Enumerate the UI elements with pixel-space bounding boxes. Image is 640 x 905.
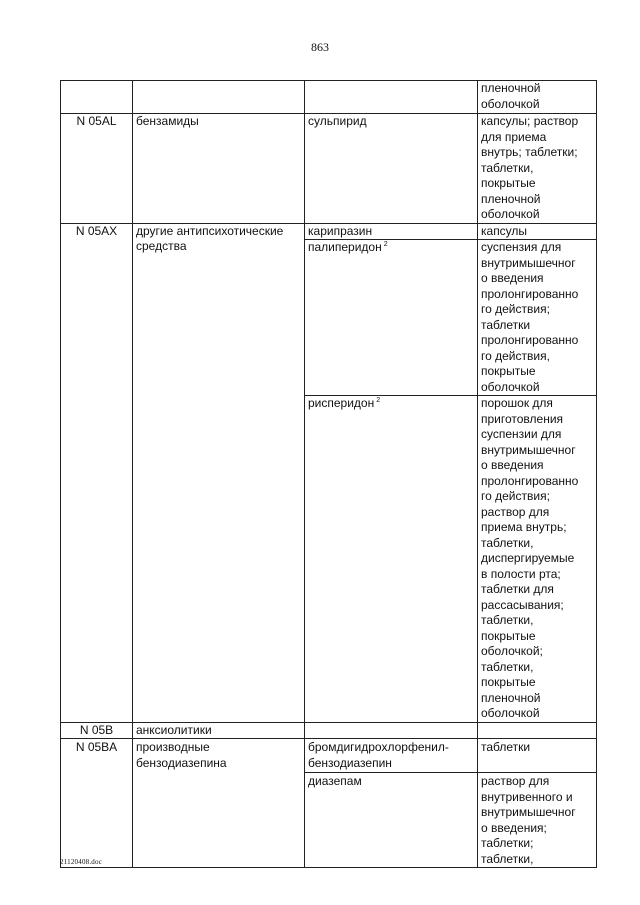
form-line: пленочной <box>481 191 541 206</box>
drug-cell <box>305 722 478 739</box>
group-cell <box>133 81 305 114</box>
form-line: пролонгированно <box>481 333 579 347</box>
form-line: таблетки для <box>481 582 554 596</box>
form-line: внутримышечног <box>481 805 576 819</box>
form-line: оболочкой <box>481 96 540 111</box>
form-line: суспензии для <box>481 427 562 441</box>
atc-code-cell <box>61 114 133 224</box>
page-number: 863 <box>311 40 329 54</box>
drug-name: диазепам <box>308 774 362 788</box>
table-row <box>61 81 597 114</box>
form-line: капсулы; раствор <box>481 114 579 128</box>
drug-table <box>60 80 597 868</box>
form-line: таблетки; <box>481 836 534 850</box>
drug-name-text: палиперидон <box>308 240 382 254</box>
form-line: о введения <box>481 458 544 472</box>
form-line: го действия; <box>481 489 550 503</box>
atc-code-cell <box>61 223 133 722</box>
form-line: капсулы <box>481 223 528 238</box>
form-line: приготовления <box>481 411 564 426</box>
form-line: раствор для <box>481 504 550 519</box>
atc-code: N 05AL <box>76 114 117 128</box>
form-line: оболочкой <box>481 706 540 720</box>
form-line: таблетки <box>481 317 531 332</box>
atc-code-cell <box>61 739 133 868</box>
form-line: пленочной <box>481 81 541 95</box>
group-cell <box>133 739 305 868</box>
atc-code-cell <box>61 722 133 739</box>
form-line: внутримышечног <box>481 255 576 270</box>
group-name: анксиолитики <box>136 722 212 737</box>
form-line: покрытые <box>481 364 536 378</box>
drug-name: бензодиазепин <box>308 755 392 770</box>
atc-code: N 05BA <box>75 740 118 754</box>
drug-cell <box>305 240 478 396</box>
form-line: покрытые <box>481 675 536 689</box>
form-line: пролонгированно <box>481 473 579 488</box>
atc-code: N 05B <box>79 722 114 737</box>
form-line: покрытые <box>481 176 536 190</box>
group-name: производные <box>136 740 210 754</box>
form-line: рассасывания; <box>481 597 564 612</box>
drug-name: карипразин <box>308 223 373 238</box>
group-cell <box>133 223 305 722</box>
drug-name <box>308 240 474 256</box>
form-line: внутрь; таблетки; <box>481 145 578 159</box>
form-cell <box>478 81 597 114</box>
form-line: покрытые <box>481 628 536 643</box>
form-line: таблетки, <box>481 535 534 550</box>
form-cell <box>478 114 597 224</box>
drug-name: бромдигидрохлорфенил- <box>308 740 449 754</box>
form-line: оболочкой <box>481 379 540 394</box>
form-line: внутривенного и <box>481 789 573 804</box>
form-cell <box>478 722 597 739</box>
group-name: бензамиды <box>136 114 199 128</box>
form-line: внутримышечног <box>481 442 576 457</box>
form-line: пролонгированно <box>481 286 579 301</box>
document-footer: 21120408.doc <box>60 858 102 866</box>
atc-code-cell <box>61 81 133 114</box>
group-cell <box>133 722 305 739</box>
table-row <box>61 722 597 739</box>
form-line: таблетки, <box>481 659 534 674</box>
drug-cell <box>305 223 478 240</box>
form-line: для приема <box>481 129 547 144</box>
table-row <box>61 114 597 224</box>
form-line: оболочкой <box>481 207 540 221</box>
form-line: о введения; <box>481 820 547 835</box>
form-line: таблетки, <box>481 160 534 175</box>
group-name: средства <box>136 239 187 253</box>
form-line: го действия; <box>481 302 550 316</box>
form-cell <box>478 773 597 868</box>
form-line: диспергируемые <box>481 551 575 565</box>
atc-code: N 05AX <box>75 223 118 238</box>
form-line: пленочной <box>481 690 541 705</box>
drug-cell <box>305 396 478 723</box>
table-row <box>61 739 597 773</box>
group-name: другие антипсихотические <box>136 223 284 238</box>
group-cell <box>133 114 305 224</box>
form-cell <box>478 739 597 773</box>
drug-cell <box>305 114 478 224</box>
drug-name <box>308 396 474 412</box>
group-name: бензодиазепина <box>136 755 227 770</box>
footnote-marker: 2 <box>376 397 381 404</box>
form-cell <box>478 223 597 240</box>
form-cell <box>478 240 597 396</box>
drug-cell <box>305 81 478 114</box>
form-line: таблетки, <box>481 613 534 627</box>
form-line: в полости рта; <box>481 566 561 581</box>
drug-cell <box>305 739 478 773</box>
table-row <box>61 223 597 240</box>
form-line: го действия, <box>481 348 550 363</box>
form-line: таблетки <box>481 740 531 754</box>
form-line: оболочкой; <box>481 644 543 658</box>
drug-cell <box>305 773 478 868</box>
form-cell <box>478 396 597 723</box>
form-line: приема внутрь; <box>481 520 567 534</box>
footnote-marker: 2 <box>383 241 388 248</box>
form-line: раствор для <box>481 774 550 788</box>
drug-name-text: рисперидон <box>308 396 375 410</box>
form-line: таблетки, <box>481 851 534 866</box>
form-line: о введения <box>481 271 544 285</box>
drug-name: сульпирид <box>308 114 367 128</box>
form-line: суспензия для <box>481 240 562 254</box>
form-line: порошок для <box>481 396 553 410</box>
